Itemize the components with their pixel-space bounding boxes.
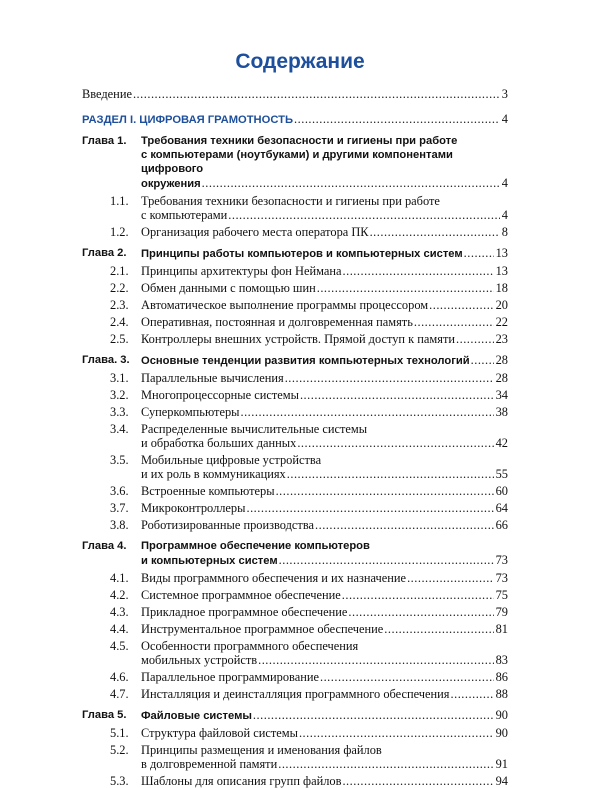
dot-leader [275, 484, 494, 498]
toc-title: Основные тенденции развития компьютерных технологий [141, 355, 470, 367]
toc-number: 4.6. [110, 670, 129, 684]
toc-subentry [82, 588, 508, 602]
toc-subentry [82, 743, 508, 771]
toc-title: Оперативная, постоянная и долговременная память [141, 315, 413, 329]
toc-subentry [82, 371, 508, 385]
toc-page-number: 34 [495, 388, 508, 402]
dot-leader [455, 332, 494, 346]
toc-number: 4.4. [110, 622, 129, 636]
toc-subentry [82, 726, 508, 740]
dot-leader [277, 757, 493, 771]
toc-subentry [82, 501, 508, 515]
toc-page-number: 86 [495, 670, 508, 684]
toc-text-line: Распределенные вычислительные системы [141, 422, 368, 436]
toc-title: и компьютерных систем [141, 555, 278, 567]
toc-number: 2.4. [110, 315, 129, 329]
toc-page-number: 42 [495, 436, 508, 450]
toc-chapter [82, 246, 508, 261]
toc-subentry [82, 687, 508, 701]
dot-leader [406, 571, 494, 585]
toc-number: 2.2. [110, 281, 129, 295]
toc-page-number: 91 [495, 757, 508, 771]
dot-leader [316, 281, 494, 295]
toc-section [82, 112, 508, 127]
toc-number: 4.5. [110, 639, 129, 653]
table-of-contents [82, 87, 508, 788]
toc-page-number: 20 [495, 298, 508, 312]
dot-leader [257, 653, 494, 667]
toc-title: РАЗДЕЛ I. ЦИФРОВАЯ ГРАМОТНОСТЬ [82, 114, 294, 126]
dot-leader [314, 518, 494, 532]
toc-page-number: 4 [501, 112, 508, 126]
toc-title: Инсталляция и деинсталляция программного обеспечения [141, 687, 450, 701]
toc-title: Виды программного обеспечения и их назначение [141, 571, 407, 585]
dot-leader [284, 371, 494, 385]
toc-page-number: 3 [501, 87, 508, 101]
toc-page-number: 90 [495, 726, 508, 740]
toc-number: 4.1. [110, 571, 129, 585]
toc-subentry [82, 422, 508, 450]
dot-leader [201, 176, 500, 190]
dot-leader [227, 208, 500, 222]
toc-page-number: 81 [495, 622, 508, 636]
toc-number: 3.2. [110, 388, 129, 402]
toc-page-number: 38 [495, 405, 508, 419]
toc-chapter [82, 539, 508, 568]
toc-subentry [82, 281, 508, 295]
toc-page-number: 73 [495, 553, 508, 567]
toc-title: Системное программное обеспечение [141, 588, 341, 602]
toc-page-number: 4 [501, 176, 508, 190]
toc-chapter [82, 353, 508, 368]
dot-leader [286, 467, 494, 481]
toc-number: 4.3. [110, 605, 129, 619]
toc-page-number: 18 [495, 281, 508, 295]
dot-leader [369, 225, 500, 239]
toc-title: Организация рабочего места оператора ПК [141, 225, 369, 239]
toc-subentry [82, 405, 508, 419]
toc-title: Принципы работы компьютеров и компьютерных систем [141, 248, 463, 260]
toc-page-number: 13 [495, 264, 508, 278]
dot-leader [239, 405, 493, 419]
toc-number: 5.3. [110, 774, 129, 788]
toc-text-line: Требования техники безопасности и гигиены при работе [141, 194, 440, 208]
dot-leader [299, 388, 494, 402]
toc-page-number: 55 [495, 467, 508, 481]
toc-text-line: Программное обеспечение компьютеров [141, 540, 370, 552]
toc-number: 5.1. [110, 726, 129, 740]
toc-page-number: 90 [495, 708, 508, 722]
toc-title: мобильных устройств [141, 653, 258, 667]
dot-leader [296, 436, 493, 450]
toc-title: и обработка больших данных [141, 436, 297, 450]
toc-title: Шаблоны для описания групп файлов [141, 774, 342, 788]
toc-subentry [82, 315, 508, 329]
dot-leader [342, 264, 494, 278]
toc-chapter [82, 134, 508, 191]
toc-subentry [82, 298, 508, 312]
toc-page-number: 22 [495, 315, 508, 329]
toc-title: Файловые системы [141, 710, 252, 722]
toc-number: Глава 4. [82, 540, 127, 552]
toc-number: 3.8. [110, 518, 129, 532]
toc-title: Микроконтроллеры [141, 501, 246, 515]
dot-leader [278, 553, 494, 567]
dot-leader [413, 315, 494, 329]
toc-number: 3.6. [110, 484, 129, 498]
toc-chapter [82, 708, 508, 723]
toc-text-line: Требования техники безопасности и гигиены при работе [141, 135, 458, 147]
toc-page-number: 66 [495, 518, 508, 532]
dot-leader [347, 605, 493, 619]
toc-page-number: 94 [495, 774, 508, 788]
dot-leader [383, 622, 493, 636]
toc-page-number: 60 [495, 484, 508, 498]
toc-subentry [82, 639, 508, 667]
toc-title: Многопроцессорные системы [141, 388, 299, 402]
toc-title: с компьютерами [141, 208, 228, 222]
toc-number: Глава 2. [82, 247, 127, 259]
toc-text-line: Мобильные цифровые устройства [141, 453, 322, 467]
dot-leader [341, 774, 493, 788]
dot-leader [132, 87, 500, 101]
toc-subentry [82, 264, 508, 278]
toc-title: Роботизированные производства [141, 518, 315, 532]
toc-number: Глава 5. [82, 709, 127, 721]
toc-page-number: 4 [501, 208, 508, 222]
toc-title: и их роль в коммуникациях [141, 467, 286, 481]
toc-page-number: 28 [495, 353, 508, 367]
toc-title: окружения [141, 178, 201, 190]
dot-leader [298, 726, 494, 740]
toc-number: 1.2. [110, 225, 129, 239]
toc-number: 1.1. [110, 194, 129, 208]
dot-leader [428, 298, 493, 312]
toc-subentry [82, 484, 508, 498]
toc-page-number: 75 [495, 588, 508, 602]
dot-leader [470, 353, 494, 367]
dot-leader [341, 588, 494, 602]
toc-text-line: Принципы размещения и именования файлов [141, 743, 382, 757]
toc-number: 2.3. [110, 298, 129, 312]
toc-subentry [82, 774, 508, 788]
toc-number: 4.2. [110, 588, 129, 602]
toc-subentry [82, 332, 508, 346]
toc-title: Встроенные компьютеры [141, 484, 275, 498]
toc-title: Введение [82, 87, 132, 101]
toc-title: Автоматическое выполнение программы процессором [141, 298, 429, 312]
toc-subentry [82, 605, 508, 619]
toc-page-number: 88 [495, 687, 508, 701]
toc-number: Глава. 3. [82, 354, 130, 366]
toc-title: Прикладное программное обеспечение [141, 605, 348, 619]
toc-number: 2.5. [110, 332, 129, 346]
toc-number: 2.1. [110, 264, 129, 278]
toc-subentry [82, 622, 508, 636]
toc-title: Принципы архитектуры фон Неймана [141, 264, 342, 278]
toc-text-line: с компьютерами (ноутбуками) и другими компонентами цифрового [141, 149, 453, 175]
toc-number: Глава 1. [82, 135, 127, 147]
toc-title: Структура файловой системы [141, 726, 298, 740]
toc-title: Обмен данными с помощью шин [141, 281, 316, 295]
toc-title: Параллельное программирование [141, 670, 319, 684]
toc-subentry [82, 388, 508, 402]
toc-subentry [82, 670, 508, 684]
toc-number: 5.2. [110, 743, 129, 757]
toc-number: 3.4. [110, 422, 129, 436]
dot-leader [252, 708, 494, 722]
toc-title: в долговременной памяти [141, 757, 278, 771]
toc-page-number: 79 [495, 605, 508, 619]
toc-subentry [82, 571, 508, 585]
dot-leader [293, 112, 500, 126]
toc-subentry [82, 453, 508, 481]
dot-leader [319, 670, 494, 684]
dot-leader [450, 687, 494, 701]
toc-subentry [82, 194, 508, 222]
toc-number: 3.1. [110, 371, 129, 385]
toc-number: 3.5. [110, 453, 129, 467]
toc-page-number: 83 [495, 653, 508, 667]
toc-subentry [82, 518, 508, 532]
toc-intro [82, 87, 508, 101]
toc-page-number: 13 [495, 246, 508, 260]
toc-number: 3.7. [110, 501, 129, 515]
toc-title: Инструментальное программное обеспечение [141, 622, 384, 636]
toc-title: Контроллеры внешних устройств. Прямой доступ к памяти [141, 332, 455, 346]
toc-page-number: 28 [495, 371, 508, 385]
toc-subentry [82, 225, 508, 239]
toc-title: Суперкомпьютеры [141, 405, 240, 419]
toc-title: Параллельные вычисления [141, 371, 284, 385]
toc-page-number: 23 [495, 332, 508, 346]
toc-page-number: 73 [495, 571, 508, 585]
dot-leader [463, 246, 494, 260]
toc-number: 3.3. [110, 405, 129, 419]
toc-page-number: 8 [501, 225, 508, 239]
toc-number: 4.7. [110, 687, 129, 701]
toc-text-line: Особенности программного обеспечения [141, 639, 359, 653]
toc-page-number: 64 [495, 501, 508, 515]
dot-leader [245, 501, 493, 515]
page-title: Содержание [235, 50, 365, 73]
